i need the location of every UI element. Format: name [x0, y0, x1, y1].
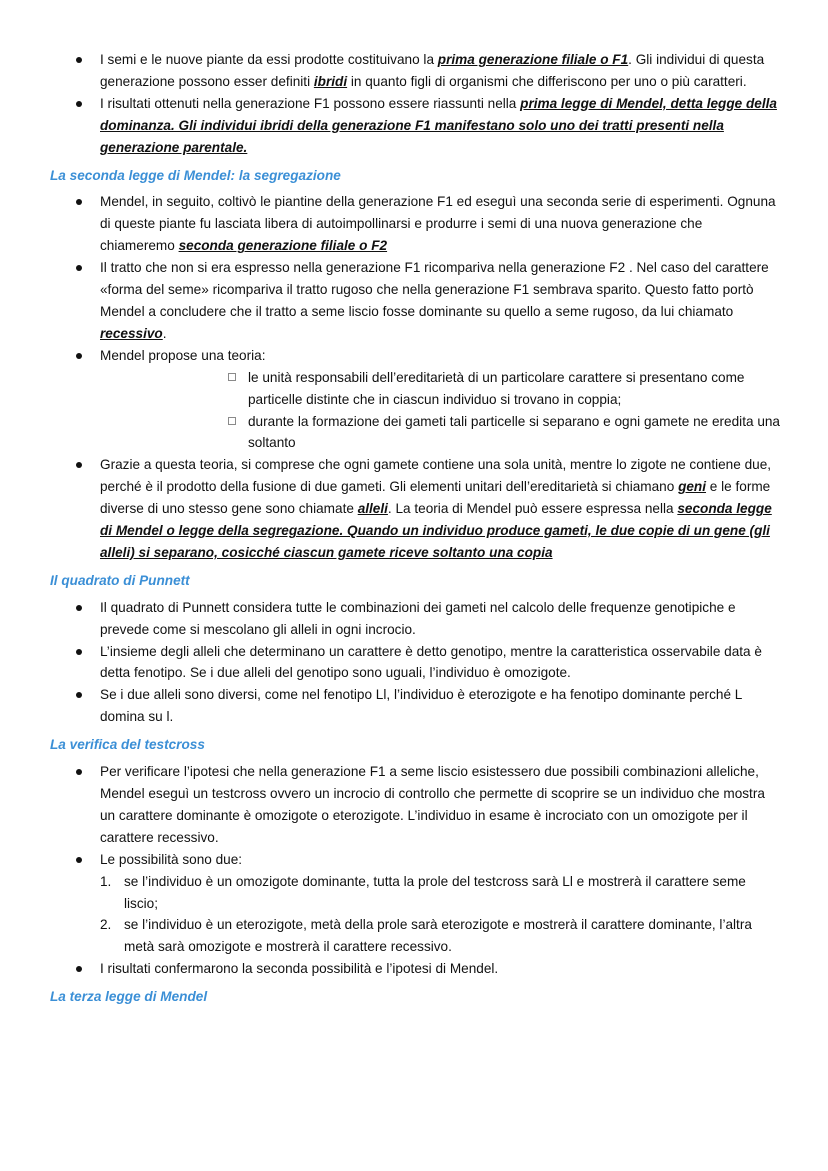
sub-list-teoria [100, 367, 780, 455]
section-heading-terza-legge: La terza legge di Mendel [50, 989, 208, 1005]
list-item: Grazie a questa teoria, si comprese che ogni gamete contiene una sola unità, mentre lo zigote ne contiene due, perché è il prodotto della fusione di due gameti. Gli elementi unitari dell’ereditarietà si chiamano geni e le forme diverse di uno stesso gene sono chiamate alleli. La teoria di Mendel può essere espressa nella seconda legge di Mendel o legge della segregazione. Quando un individuo produce gameti, le due copie di un gene (gli alleli) si separano, cosicché ciascun gamete riceve soltanto una copia [50, 454, 780, 564]
list-item: Mendel propose una teoria: le unità responsabili dell’ereditarietà di un particolare carattere si presentano come particelle distinte che in ciascun individuo si trovano in coppia; durante la formazione dei gameti tali particelle si separano e ogni gamete ne eredita una soltanto [50, 345, 780, 455]
key-term: seconda legge di Mendel o legge della segregazione. Quando un individuo produce gameti, le due copie di un gene (gli alleli) si separano, cosicché ciascun gamete riceve soltanto una copia [100, 501, 772, 560]
key-term: prima legge di Mendel, detta legge della dominanza. Gli individui ibridi della generazione F1 manifestano solo uno dei tratti presenti nella generazione parentale. [100, 95, 777, 155]
numbered-item: 2. se l’individuo è un eterozigote, metà della prole sarà eterozigote e mostrerà il carattere dominante, l’altra metà sarà omozigote e mostrerà il carattere recessivo. [100, 917, 752, 955]
sub-list-item: le unità responsabili dell’ereditarietà di un particolare carattere si presentano come particelle distinte che in ciascun individuo si trovano in coppia; [100, 367, 780, 411]
bullet-list-testcross [50, 761, 780, 871]
list-item: Mendel, in seguito, coltivò le piantine della generazione F1 ed eseguì una seconda serie di esperimenti. Ognuna di queste piante fu lasciata libera di autoimpollinarsi e produrre i semi di una nuova generazione che chiameremo seconda generazione filiale o F2 [50, 191, 780, 257]
key-term: alleli [357, 501, 388, 517]
list-item: Il tratto che non si era espresso nella generazione F1 ricompariva nella generazione F2 . Nel caso del carattere «forma del seme» ricompariva il tratto rugoso che nella generazione F1 sembrava sparito. Questo fatto portò Mendel a concludere che il tratto a seme liscio fosse dominante su quello a seme rugoso, da lui chiamato recessivo. [50, 257, 780, 345]
sub-list-item: durante la formazione dei gameti tali particelle si separano e ogni gamete ne eredita una soltanto [100, 411, 780, 455]
bullet-list-punnett [50, 597, 780, 728]
section-heading-segregazione: La seconda legge di Mendel: la segregazione [50, 167, 341, 183]
key-term: geni [678, 479, 707, 495]
list-item: I risultati confermarono la seconda possibilità e l’ipotesi di Mendel. [50, 958, 780, 980]
key-term: seconda generazione filiale o F2 [178, 238, 388, 254]
list-item: I semi e le nuove piante da essi prodotte costituivano la prima generazione filiale o F1. Gli individui di questa generazione possono esser definiti ibridi in quanto figli di organismi che differiscono per uno o più caratteri. [50, 49, 780, 93]
list-item: Se i due alleli sono diversi, come nel fenotipo Ll, l’individuo è eterozigote e ha fenotipo dominante perché L domina su l. [50, 684, 780, 728]
bullet-list-f1 [50, 49, 780, 159]
numbered-list-possibilita [50, 871, 780, 959]
key-term: prima generazione filiale o F1 [437, 52, 629, 67]
list-item: Per verificare l’ipotesi che nella generazione F1 a seme liscio esistessero due possibili combinazioni alleliche, Mendel eseguì un testcross ovvero un incrocio di controllo che permette di scoprire se un individuo che mostra un carattere dominante è omozigote o eterozigote. L’individuo in esame è incrociato con un omozigote per il carattere recessivo. [50, 761, 780, 849]
bullet-list-segregazione [50, 191, 780, 563]
key-term: ibridi [313, 73, 348, 89]
bullet-list-testcross-end [50, 958, 780, 980]
list-item: Le possibilità sono due: [50, 849, 780, 871]
section-heading-testcross: La verifica del testcross [50, 737, 205, 753]
numbered-item: 1. se l’individuo è un omozigote dominante, tutta la prole del testcross sarà Ll e mostrerà il carattere seme liscio; [100, 873, 746, 911]
list-item: I risultati ottenuti nella generazione F1 possono essere riassunti nella prima legge di Mendel, detta legge della dominanza. Gli individui ibridi della generazione F1 manifestano solo uno dei tratti presenti nella generazione parentale. [50, 93, 780, 159]
key-term: recessivo [100, 325, 163, 341]
list-item: L’insieme degli alleli che determinano un carattere è detto genotipo, mentre la caratteristica osservabile data è detta fenotipo. Se i due alleli del genotipo sono uguali, l’individuo è omozigote. [50, 641, 780, 685]
list-item: Il quadrato di Punnett considera tutte le combinazioni dei gameti nel calcolo delle frequenze genotipiche e prevede come si mescolano gli alleli in ogni incrocio. [50, 597, 780, 641]
section-heading-punnett: Il quadrato di Punnett [50, 572, 190, 588]
